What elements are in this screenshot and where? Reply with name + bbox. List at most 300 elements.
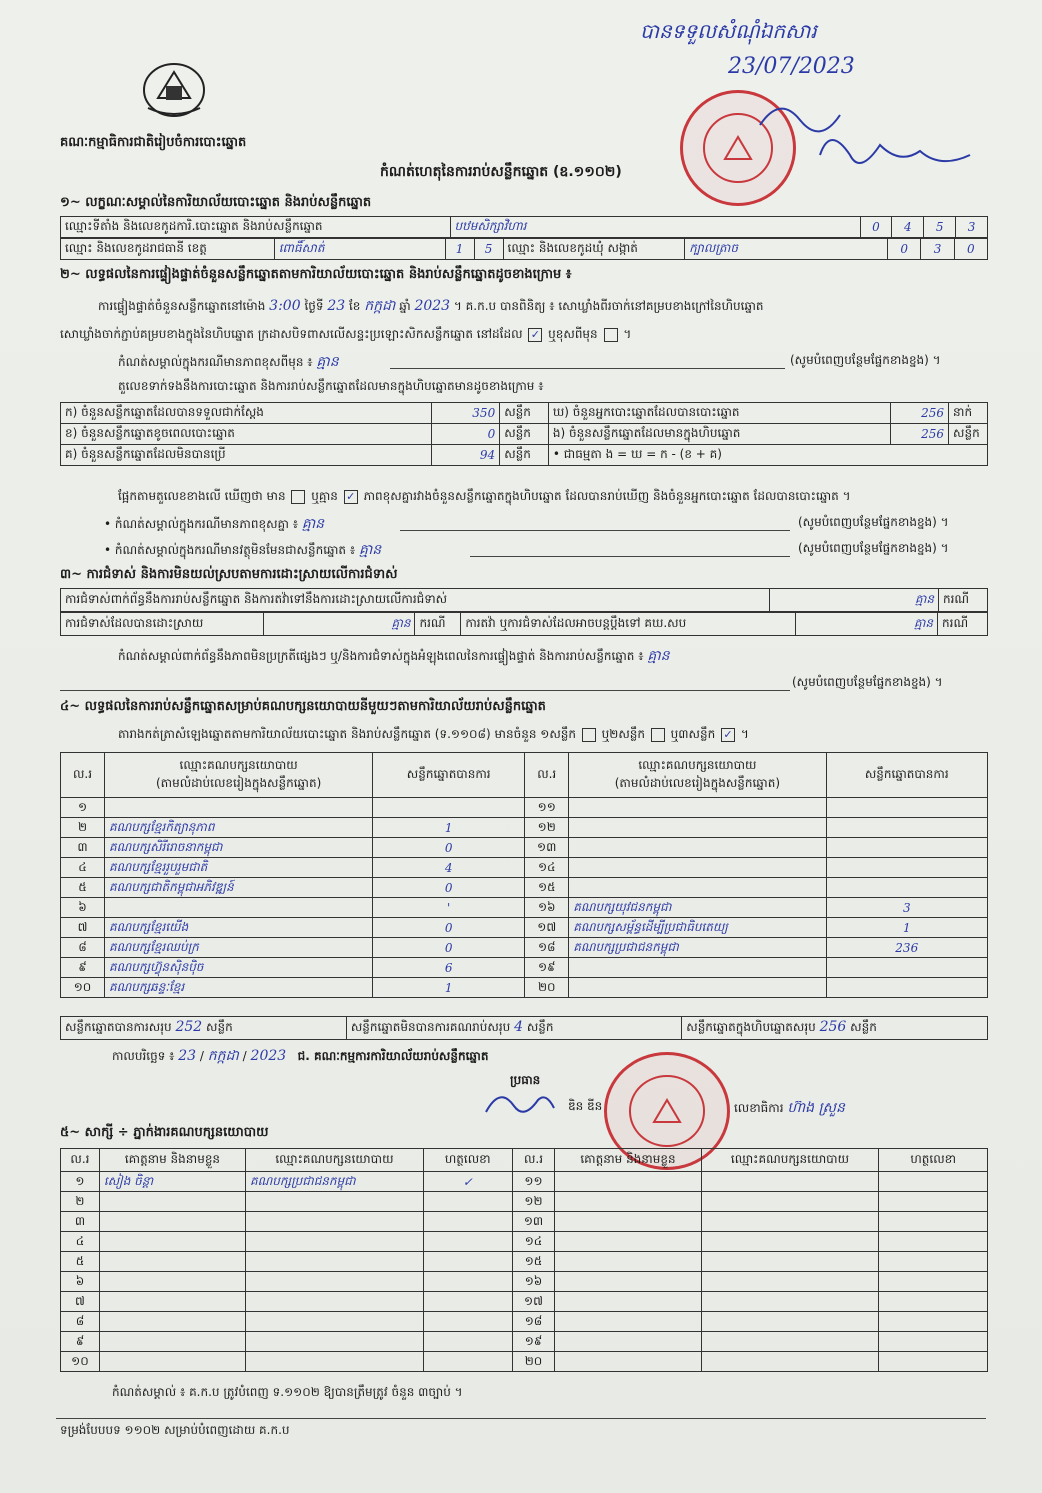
date-year: 2023 [250,1048,287,1064]
row2-label: ឈ្មោះ និងលេខកូដរាជធានី ខេត្ត [61,239,275,260]
w-col-no-left: ល.រ [61,1149,100,1172]
witness-name [99,1192,245,1212]
witness-party [246,1332,424,1352]
total-invalid-value: 4 [514,1019,523,1035]
table-row [61,958,988,978]
witness-no: ២០ [512,1352,555,1372]
section5-title: ៥~ សាក្សី ÷ ភ្នាក់ងារគណបក្សនយោបាយ [60,1125,269,1140]
ka-value: 350 [432,403,500,424]
table-row [61,938,988,958]
chair-title: ប្រធាន [510,1073,541,1087]
row1-code-3: 5 [924,217,956,238]
result-party: គណបក្សខ្មែរឈប់ក្រ [105,938,373,958]
p7-dotline [470,556,790,557]
date-month: កក្កដា [207,1048,239,1064]
witness-no: ៥ [61,1252,100,1272]
p1-text-b: ថ្ងៃទី [304,299,324,313]
ngo-unit: នាក់ [949,403,988,424]
result-no: ១១ [525,798,569,818]
witness-party [701,1292,879,1312]
result-party: គណបក្សឆន្ទៈខ្មែរ [105,978,373,998]
result-votes [826,818,987,838]
witness-no: ៤ [61,1232,100,1252]
row2-value: ពោធិ៍សាត់ [274,239,445,260]
w-col-sign-left: ហត្ថលេខា [423,1149,512,1172]
section2-para3 [118,352,339,373]
witness-sign [879,1232,988,1252]
result-party: គណបក្សជាតិកម្ពុជាអភិវឌ្ឍន៍ [105,878,373,898]
witness-name [99,1212,245,1232]
result-party [105,798,373,818]
ko-value: 94 [432,445,500,466]
witness-name [555,1192,701,1212]
s3-note-label: កំណត់សម្គាល់ពាក់ព័ន្ធនឹងភាពមិនប្រក្រតីផ្សេងៗ ឬ/និងការជំទាស់ក្នុងអំឡុងពេលនៃការផ្ទៀងផ្ទាត់ និងការរាប់សន្លឹកឆ្នោត ៖ [118,649,644,663]
table-row [61,878,988,898]
s3-dotline [60,690,790,691]
same-checkbox[interactable]: ✓ [528,328,542,342]
form-note: ទម្រង់បែបបទ ១១០២ សម្រាប់បំពេញដោយ គ.ក.ប [60,1423,290,1437]
section2-para6 [104,514,324,535]
result-votes [826,858,987,878]
p6-fill-note: (សូមបំពេញបន្ថែមផ្នែកខាងខ្នង) ។ [798,515,949,529]
witness-party [246,1312,424,1332]
result-party: គណបក្សប្រជាជនកម្ពុជា [569,938,826,958]
footer-rule [56,1418,986,1419]
w-col-party-left: ឈ្មោះគណបក្សនយោបាយ [246,1149,424,1172]
witness-name [555,1272,701,1292]
result-no: ៩ [61,958,105,978]
witness-table [60,1148,988,1372]
ka-label: ក) ចំនួនសន្លឹកឆ្នោតដែលបានទទួលជាក់ស្តែង [61,403,432,424]
result-no: ២០ [525,978,569,998]
row2-commune-value: ក្បាលត្រាច [685,239,888,260]
table-row [61,838,988,858]
date-line: កាលបរិច្ឆេទ ៖ 23 / កក្កដា / 2023 ជ. គណៈកម្មការការិយាល័យរាប់សន្លឹកឆ្នោត [112,1048,489,1064]
section1-table [60,216,988,238]
row2-commune-code-1: 0 [888,239,921,260]
total-invalid-cell [346,1017,681,1040]
result-no: ១៥ [525,878,569,898]
result-votes: 0 [373,918,525,938]
resolved-value: គ្មាន [263,613,415,636]
witness-sign [423,1272,512,1292]
col-party-right-title: ឈ្មោះគណបក្សនយោបាយ [638,758,757,772]
witness-sign [423,1292,512,1312]
row2-commune-code-2: 3 [921,239,954,260]
two-sheet-checkbox[interactable] [651,728,665,742]
section4-title: ៤~ លទ្ធផលនៃការរាប់សន្លឹកឆ្នោតសម្រាប់គណបក្សនយោបាយនីមួយៗតាមការិយាល័យរាប់សន្លឹកឆ្នោត [60,699,546,714]
chair-name: ឌិន ឌីន [568,1099,603,1113]
ko-label: គ) ចំនួនសន្លឹកឆ្នោតដែលមិនបានប្រើ [61,445,432,466]
witness-name [99,1292,245,1312]
date-label: កាលបរិច្ឆេទ ៖ [112,1049,175,1063]
secretary-name: ហ៊ាង ស្រួន [787,1100,845,1116]
results-body [61,798,988,998]
table-row [61,1192,988,1212]
witness-no: ៩ [61,1332,100,1352]
result-no: ១៨ [525,938,569,958]
formula: • ជាធម្មតា ង = ឃ = ក - (ខ + គ) [548,445,987,466]
p3-value: គ្មាន [316,354,339,370]
result-votes: 6 [373,958,525,978]
p2-text: សោឃ្លាំងចាក់ភ្ជាប់គម្របខាងក្នុងនៃហិបឆ្នោត ក្រដាសបិទពាសលើសន្ទះប្រឡោះសិកសន្លឹកឆ្នោត នៅដដែល [60,327,523,341]
result-no: ១៣ [525,838,569,858]
witness-name [99,1332,245,1352]
one-sheet-checkbox[interactable] [582,728,596,742]
s3-fill-note: (សូមបំពេញបន្ថែមផ្នែកខាងខ្នង) ។ [792,675,943,689]
witness-party [701,1192,879,1212]
witness-party [246,1252,424,1272]
result-party: គណបក្សសម្ព័ន្ធដើម្បីប្រជាធិបតេយ្យ [569,918,826,938]
section3-note [118,646,670,667]
p7-label: • កំណត់សម្គាល់ក្នុងករណីមានវត្ថុមិនមែនជាសន្លឹកឆ្នោត ៖ [104,543,356,557]
total-invalid-label: សន្លឹកឆ្នោតមិនបានការគណរាប់សរុប [350,1020,511,1034]
witness-party [246,1232,424,1252]
table-row [61,918,988,938]
kha-label: ខ) ចំនួនសន្លឹកឆ្នោតខូចពេលបោះឆ្នោត [61,424,432,445]
result-no: ១ [61,798,105,818]
witness-name [555,1232,701,1252]
witness-party [246,1352,424,1372]
org-name: គណៈកម្មាធិការជាតិរៀបចំការបោះឆ្នោត [60,135,247,150]
results-table [60,752,988,998]
col-party-right [569,753,826,798]
witness-no: ១១ [512,1172,555,1192]
witness-party [246,1292,424,1312]
resolved-case: ករណី [415,613,461,636]
row1-code-1: 0 [860,217,892,238]
p6-label: • កំណត់សម្គាល់ក្នុងករណីមានភាពខុសគ្នា ៖ [104,517,299,531]
witness-sign [879,1272,988,1292]
result-party [569,978,826,998]
table-row [61,978,988,998]
chair-signature [480,1086,560,1122]
result-no: ៨ [61,938,105,958]
ngo-value: 256 [890,403,948,424]
different-checkbox[interactable] [604,328,618,342]
result-no: ១៩ [525,958,569,978]
witness-name [555,1292,701,1312]
resolved-label: ការជំទាស់ដែលបានដោះស្រាយ [61,613,264,636]
p6-value: គ្មាន [301,516,325,532]
witness-party [701,1252,879,1272]
result-votes: 236 [826,938,987,958]
section3-title: ៣~ ការជំទាស់ និងការមិនយល់ស្របតាមការដោះស្រាយលើការជំទាស់ [60,567,398,582]
result-party [569,838,826,858]
result-party: គណបក្សខ្មែររួបរួមជាតិ [105,858,373,878]
table-row [61,1172,988,1192]
result-votes: 4 [373,858,525,878]
objection-case: ករណី [939,589,988,612]
result-no: ១២ [525,818,569,838]
handwritten-received-note: បានទទួលសំណុំឯកសារ [640,19,817,43]
count-year: 2023 [414,298,451,314]
witness-sign [423,1352,512,1372]
witness-no: ១៧ [512,1292,555,1312]
result-party [569,818,826,838]
p1-text-c: ខែ [348,299,361,313]
section2-title: ២~ លទ្ធផលនៃការផ្ទៀងផ្ទាត់ចំនួនសន្លឹកឆ្នោតតាមការិយាល័យបោះឆ្នោត និងរាប់សន្លឹកឆ្នោតដូចខាងក្រោម ៖ [60,267,572,282]
objection-value: គ្មាន [770,589,939,612]
section1-table-row2 [60,238,988,260]
total-box-cell [682,1017,988,1040]
result-votes: 1 [373,978,525,998]
witness-sign [879,1192,988,1212]
table-row [61,1292,988,1312]
witness-sign [879,1332,988,1352]
table-row [61,1312,988,1332]
total-valid-label: សន្លឹកឆ្នោតបានការសរុប [65,1020,172,1034]
table-row [61,858,988,878]
p5-text-b: ឬគ្មាន [311,489,338,503]
result-votes: 0 [373,878,525,898]
ngo-label: ឃ) ចំនួនអ្នកបោះឆ្នោតដែលបានបោះឆ្នោត [548,403,890,424]
row1-label: ឈ្មោះទីតាំង និងលេខកូដការិ.បោះឆ្នោត និងរាប់សន្លឹកឆ្នោត [61,217,451,238]
objection-label: ការជំទាស់ពាក់ព័ន្ធនឹងការរាប់សន្លឹកឆ្នោត និងការតវ៉ាទៅនឹងការដោះស្រាយលើការជំទាស់ [61,589,770,612]
result-no: ៧ [61,918,105,938]
witness-no: ៦ [61,1272,100,1292]
witness-party [701,1352,879,1372]
col-party-left-title: ឈ្មោះគណបក្សនយោបាយ [179,758,298,772]
col-party-right-sub: (តាមលំដាប់លេខរៀងក្នុងសន្លឹកឆ្នោត) [614,776,781,790]
kha-value: 0 [432,424,500,445]
witness-sign [423,1312,512,1332]
row2-code-1: 1 [445,239,474,260]
result-party [105,898,373,918]
result-no: ៣ [61,838,105,858]
p2-text-b: ឬខុសពីមុន [548,327,598,341]
p5-text-a: ផ្អែកតាមតួលេខខាងលើ ឃើញថា មាន [118,489,286,503]
result-votes: 1 [373,818,525,838]
witness-no: ១០ [61,1352,100,1372]
count-time: 3:00 [269,298,301,314]
witness-name [99,1272,245,1292]
witness-party [701,1332,879,1352]
witness-sign [879,1312,988,1332]
witness-sign [879,1212,988,1232]
p1-text-a: ការផ្ទៀងផ្ទាត់ចំនួនសន្លឹកឆ្នោតនៅម៉ោង [98,299,266,313]
witness-name [555,1332,701,1352]
p3-dotline [390,368,785,369]
p3-label: កំណត់សម្គាល់ក្នុងករណីមានភាពខុសពីមុន ៖ [118,355,313,369]
witness-name [99,1232,245,1252]
col-party-left-sub: (តាមលំដាប់លេខរៀងក្នុងសន្លឹកឆ្នោត) [155,776,322,790]
witness-sign [423,1212,512,1232]
result-no: ២ [61,818,105,838]
witness-no: ១៣ [512,1212,555,1232]
ko-unit: សន្លឹក [500,445,549,466]
s4-opt3: ឬ៣សន្លឹក [670,727,716,741]
witness-sign [423,1192,512,1212]
table-row [61,818,988,838]
p5-text-c: ភាពខុសគ្នារវាងចំនួនសន្លឹកឆ្នោតក្នុងហិបឆ្នោត ដែលបានរាប់ឃើញ និងចំនួនអ្នកបោះឆ្នោត ដែលបានបោះឆ្នោត ។ [363,489,851,503]
witness-no: ១៦ [512,1272,555,1292]
witness-no: ១៨ [512,1312,555,1332]
witness-name: សៀង ចិន្តា [99,1172,245,1192]
witness-no: ១២ [512,1192,555,1212]
table-row [61,1212,988,1232]
section3-table-row2 [60,612,988,636]
nga-unit: សន្លឹក [949,424,988,445]
totals-table [60,1016,988,1040]
handwritten-received-date: 23/07/2023 [728,54,855,79]
section2-para7 [104,540,381,561]
w-col-sign-right: ហត្ថលេខា [879,1149,988,1172]
has-difference-checkbox[interactable] [291,490,305,504]
count-month: កក្កដា [364,298,396,314]
witness-name [99,1312,245,1332]
no-difference-checkbox[interactable]: ✓ [344,490,358,504]
witness-party [701,1232,879,1252]
result-no: ១៤ [525,858,569,878]
section2-para5 [118,488,851,506]
witness-no: ៣ [61,1212,100,1232]
result-party: គណបក្សខ្មែរយើង [105,918,373,938]
result-party: គណបក្សសិរីរោចនាកម្ពុជា [105,838,373,858]
table-row [61,1272,988,1292]
p7-fill-note: (សូមបំពេញបន្ថែមផ្នែកខាងខ្នង) ។ [798,541,949,555]
witness-sign [423,1332,512,1352]
s4-intro-text: តារាងកត់ត្រាសំឡេងឆ្នោតតាមការិយាល័យបោះឆ្នោត និងរាប់សន្លឹកឆ្នោត (ទ.១១០៨) មានចំនួន ១សន្លឹក [118,727,576,741]
result-party [569,878,826,898]
stamp-emblem-icon [650,1096,684,1126]
total-valid-cell [61,1017,347,1040]
w-col-name-left: គោត្តនាម និងនាមខ្លួន [99,1149,245,1172]
col-no-left: ល.រ [61,753,105,798]
national-emblem-icon [138,58,210,120]
three-sheet-checkbox[interactable]: ✓ [721,728,735,742]
ka-unit: សន្លឹក [500,403,549,424]
s4-opt2: ឬ២សន្លឹក [601,727,646,741]
result-votes [826,958,987,978]
p6-dotline [400,530,790,531]
kha-unit: សន្លឹក [500,424,549,445]
section2-para4: តួលេខទាក់ទងនឹងការបោះឆ្នោត និងការរាប់សន្លឹកឆ្នោតដែលមានក្នុងហិបឆ្នោតមានដូចខាងក្រោម ៖ [118,379,544,393]
witness-party [246,1272,424,1292]
total-invalid-unit: សន្លឹក [526,1020,554,1034]
committee-label: ជ. គណៈកម្មការការិយាល័យរាប់សន្លឹកឆ្នោត [297,1049,489,1063]
appeal-case: ករណី [938,613,988,636]
table-row [61,798,988,818]
section2-para1 [98,296,764,317]
count-day: 23 [327,298,346,314]
witness-sign [879,1252,988,1272]
result-party [569,798,826,818]
nga-value: 256 [890,424,948,445]
result-votes [373,798,525,818]
table-row [61,1352,988,1372]
witness-body [61,1172,988,1372]
result-votes: 3 [826,898,987,918]
total-valid-value: 252 [175,1019,203,1035]
total-valid-unit: សន្លឹក [206,1020,233,1034]
witness-name [555,1352,701,1372]
witness-name [99,1352,245,1372]
secretary-label: លេខាធិការ [734,1101,784,1115]
table-row [61,898,988,918]
row1-code-2: 4 [892,217,924,238]
col-party-left [105,753,373,798]
result-votes: 1 [826,918,987,938]
result-votes [826,798,987,818]
s3-note-value: គ្មាន [647,648,670,664]
w-col-party-right: ឈ្មោះគណបក្សនយោបាយ [701,1149,879,1172]
witness-no: ១៤ [512,1232,555,1252]
result-votes [826,838,987,858]
witness-no: ១៥ [512,1252,555,1272]
witness-sign: ✓ [423,1172,512,1192]
col-votes-left: សន្លឹកឆ្នោតបានការ [373,753,525,798]
nga-label: ង) ចំនួនសន្លឹកឆ្នោតដែលមានក្នុងហិបឆ្នោត [548,424,890,445]
witness-no: ៨ [61,1312,100,1332]
result-party [569,958,826,978]
result-no: ១៧ [525,918,569,938]
col-votes-right: សន្លឹកឆ្នោតបានការ [826,753,987,798]
witness-no: ១៩ [512,1332,555,1352]
result-party: គណបក្សខ្មែរកិត្យានុភាព [105,818,373,838]
footnote: កំណត់សម្គាល់ ៖ គ.ក.ប ត្រូវបំពេញ ទ.១១០២ ឱ្យបានត្រឹមត្រូវ ចំនួន ៣ច្បាប់ ។ [112,1385,463,1399]
w-col-name-right: គោត្តនាម និងនាមខ្លួន [555,1149,701,1172]
result-party: គណបក្សយុវជនកម្ពុជា [569,898,826,918]
witness-sign [879,1352,988,1372]
witness-sign [423,1232,512,1252]
result-no: ១៦ [525,898,569,918]
row2-code-2: 5 [474,239,503,260]
result-no: ៦ [61,898,105,918]
total-box-value: 256 [819,1019,847,1035]
p7-value: គ្មាន [358,542,382,558]
signature-top [740,85,1000,195]
witness-sign [879,1292,988,1312]
table-row [61,1332,988,1352]
witness-party [701,1272,879,1292]
witness-sign [423,1252,512,1272]
section3-table [60,588,988,612]
section2-para2: សោឃ្លាំងចាក់ភ្ជាប់គម្របខាងក្នុងនៃហិបឆ្នោត ក្រដាសបិទពាសលើសន្ទះប្រឡោះសិកសន្លឹកឆ្នោត នៅដដែល ✓ ឬខុសពីមុន ។ [60,327,632,341]
result-votes [826,878,987,898]
result-party: គណបក្សហ៊្វុនស៊ិនប៉ិច [105,958,373,978]
result-no: ៥ [61,878,105,898]
p1-text-e: ។ គ.ក.ប បានពិនិត្យ ៖ សោឃ្លាំងពីរចាក់នៅគម្របខាងក្រៅនៃហិបឆ្នោត [453,299,764,313]
witness-no: ៧ [61,1292,100,1312]
vote-figures-table [60,402,988,466]
row2-commune-label: ឈ្មោះ និងលេខកូដឃុំ សង្កាត់ [503,239,685,260]
secretary-line [734,1098,845,1119]
witness-party [701,1172,879,1192]
row1-value: បឋមសិក្សាវិហារ [450,217,860,238]
date-day: 23 [178,1048,197,1064]
witness-no: ១ [61,1172,100,1192]
section1-title: ១~ លក្ខណៈសម្គាល់នៃការិយាល័យបោះឆ្នោត និងរាប់សន្លឹកឆ្នោត [60,195,372,210]
witness-name [99,1252,245,1272]
witness-name [555,1312,701,1332]
row2-commune-code-3: 0 [954,239,987,260]
witness-party [701,1212,879,1232]
witness-sign [879,1172,988,1192]
witness-party [246,1192,424,1212]
witness-name [555,1172,701,1192]
doc-title: កំណត់ហេតុនៃការរាប់សន្លឹកឆ្នោត (ឧ.១១០២) [380,164,622,180]
table-row [61,1252,988,1272]
witness-party [701,1312,879,1332]
result-votes: ' [373,898,525,918]
witness-party: គណបក្សប្រជាជនកម្ពុជា [246,1172,424,1192]
row1-code-4: 3 [956,217,988,238]
witness-name [555,1252,701,1272]
table-row [61,1232,988,1252]
p1-text-d: ឆ្នាំ [399,299,411,313]
result-party [569,858,826,878]
